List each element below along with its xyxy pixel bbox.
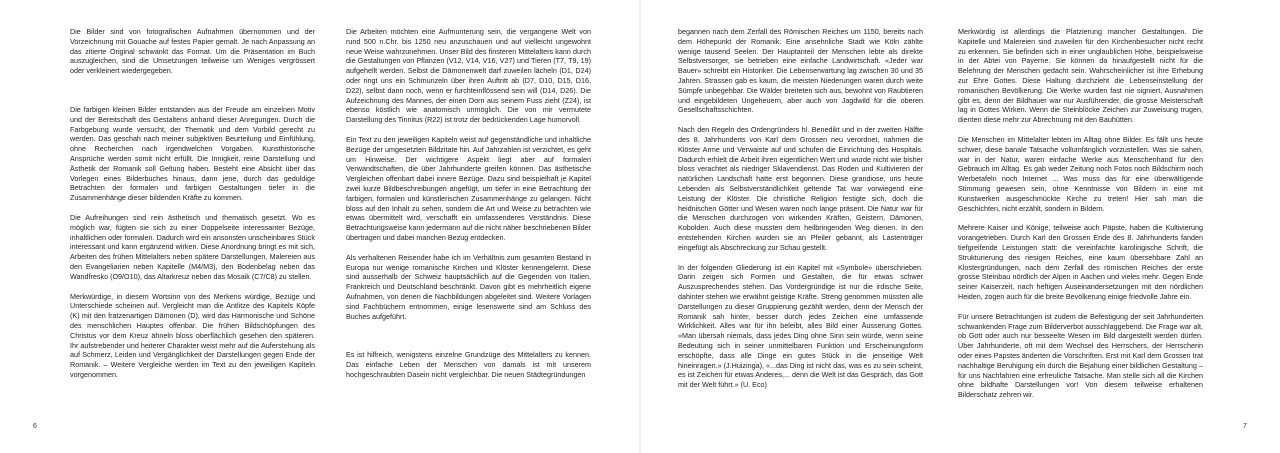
paragraph: Die Arbeiten möchten eine Aufmunterung sein, die vergangene Welt von rund 500 n.Chr. bis 1250 neu anzuschauen und auf vielleicht ungewohnt neue Weise wahrzunehmen. Unser Bild des finsteren Mittelalters kann durch die Gestaltungen von Pflanzen (V12, V14, V16, V27) und Tieren (T7, T9, 19) aufgehellt werden. Selbst die Dämonenwelt darf zuweilen lächeln (D1, D24) oder ringt uns ein Schmunzeln über ihren Auftritt ab (D7, D10, D15, D16, D22), selbst dann noch, wenn er furchteinflössend sein will (D14, D26). Die Aufzeichnung des Mannes, der einen Dorn aus seinem Fuss zieht (Z24), ist ebenso köstlich wie anatomisch unmöglich. Die von mir vermutete Darstellung des Tinnitus (R22) ist trotz der bedrückenden Lage humorvoll. (346, 27, 591, 125)
page-gutter (639, 0, 641, 453)
page-number-right: 7 (1243, 423, 1247, 430)
paragraph: Die Menschen im Mittelalter lebten im Alltag ohne Bilder. Es fällt uns heute schwer, diese banale Tatsache vollumfänglich vorzustellen. Was sie sahen, war in der Natur, waren einfache Werke aus Menschenhand für den Gebrauch im Alltag. Es gab weder Zeitung noch Fotos noch Bildschirm noch Werbetafeln noch Internet ... Was muss das für eine überwältigende Stimmung gewesen sein, ohne Kenntnisse von Bildern in eine mit Kunstwerken ausgeschmückte Kirche zu treten! Hier sah man die Geschichten, nicht erzählt, sondern in Bildern. (958, 134, 1203, 213)
paragraph: Für unsere Betrachtungen ist zudem die Befestigung der seit Jahrhunderten schwankenden Frage zum Bilderverbot ausschlaggebend. Die Frage war alt, ob Gott oder auch nur besseelte Wesen im Bild dargestellt werden dürfen. Über Jahrhunderte, oft mit dem Wechsel des Herrschers, der Herrscherin oder eines Papstes änderten die Vorschriften. Erst mit Karl dem Grossen trat nachhaltige Beruhigung ein durch die Bejahung einer bildlichen Gestaltung – für uns Nachfahren eine erfreuliche Tatsache. Man stelle sich all die Kirchen ohne bildhafte Darstellungen vor! Von diesem teilweise erhaltenen Bilderschatz zehren wir. (958, 311, 1203, 400)
paragraph: Es ist hilfreich, wenigstens einzelne Grundzüge des Mittelalters zu kennen. Das einfache Leben der Menschen von damals ist mit unserem hochgeschraubten Dasein nicht vergleichbar. Die neuen Städtegründungen (346, 350, 591, 379)
paragraph: In der folgenden Gliederung ist ein Kapitel mit «Symbole» überschrieben. Darin zeigen sich Formen und Gestalten, die für etwas schwer Auszusprechendes stehen. Das Vordergründige ist nur die irdische Seite, dahinter stehen wie erwähnt geistige Kräfte. Streng genommen müssten alle Darstellungen zu dieser Gruppierung gezählt werden, denn der Mensch der Romanik sah hinter, besser durch jedes Zeichen eine umfassende Wirklichkeit. Alles war für ihn beleibt, alles Bild einer Äusserung Gottes. «Man übersah niemals, dass jedes Ding ohne Sinn sein würde, wenn seine Bedeutung sich in seiner unmittelbaren Funktion und Erscheinungsform erschöpfte, dass alle Dinge ein gutes Stück in die jenseitige Welt hineinragen.» (J.Huizinga), «...das Ding ist nicht das, was es zu sein scheint, es ist Zeichen für etwas Anderes,... denn die Welt ist das Gespräch, das Gott mit der Welt führt.» (U. Eco) (678, 262, 923, 390)
paragraph: Die Bilder sind von fotografischen Aufnahmen übernommen und der Vorzeichnung mit Gouache auf festes Papier gemalt. Je nach Anpassung an das zitierte Original schwankt das Format. Um die Präsentation im Buch auszugleichen, sind die Umsetzungen teilweise um Weniges vergrössert oder verkleinert wiedergegeben. (70, 27, 315, 76)
paragraph: Die farbigen kleinen Bilder entstanden aus der Freude am einzelnen Motiv und der Bereitschaft des Gestaltens anhand dieser Anregungen. Durch die Farbgebung wurde versucht, der Thematik und dem Vorbild gerecht zu werden. Das geschah nach meiner subjektiven Beurteilung und Einfühlung, ohne Recherchen nach irgendwelchen Vorgaben. Kunsthistorische Ansprüche werden somit nicht erfüllt. Die Innigkeit, reine Darstellung und Ästhetik der Romanik soll Geltung haben. Besteht eine Absicht über das Vorlegen eines Bilderbuches hinaus, dann jene, durch das geduldige Betrachten der formalen und farbigen Gestaltungen tiefer in die Zusammenhänge dieser bildenden Kräfte zu kommen. (70, 104, 315, 203)
paragraph: Als verhaltenen Reisender habe ich im Verhältnis zum gesamten Bestand in Europa nur wenige romanische Kirchen und Klöster kennengelernt. Diese sind ausserhalb der Schweiz hauptsächlich auf die Gegenden von Italien, Frankreich und Deutschland beschränkt. Davon gibt es mehrheitlich eigene Aufnahmen, von denen die Nachbildungen abgeleitet sind. Weitere Vorlagen sind Fachbüchern entnommen, einige lesenswerte sind am Schluss des Buches aufgeführt. (346, 252, 591, 321)
paragraph: Ein Text zu den jeweiligen Kapiteln weist auf gegenständliche und inhaltliche Bezüge der umgesetzten Bildzitate hin. Auf Jahrzahlen ist verzichtet, es geht um Hinweise. Der wichtigere Aspekt liegt aber auf formalen Verwandtschaften, die über Jahrhunderte greifen können. Das ästhetische Vergleichen offenbart dabei innere Bezüge. Dazu sind beispielhaft je Kapitel zwei kurze Bildbeschreibungen angefügt, um tiefer in eine Betrachtung der farbigen, formalen und künstlerischen Zusammenhänge zu gelangen. Nicht bloss auf den Inhalt zu sehen, sondern die Art und Weise zu betrachten wie etwas übermittelt wird, verschafft ein umfassenderes Verständnis. Diese Betrachtungsweise kann jedermann auf die nicht näher beschriebenen Bilder übertragen und dabei manchen Bezug entdecken. (346, 134, 591, 242)
page-number-left: 6 (33, 423, 37, 430)
paragraph: Die Aufreihungen sind rein ästhetisch und thematisch gesetzt. Wo es möglich war, fügten sie sich zu einer Doppelseite interessanter Bezüge, inhaltlichen oder formalen. Dadurch wird ein ansonsten unscheinbares Stück interessant und kann ergänzend wirken. Diese Anordnung bringt es mit sich, Arbeiten des frühen Mittelalters neben spätere Darstellungen, Malereien aus den Evangeliarien neben Kapitelle (M4/M3), den Bodenbelag neben das Wandfresko (O9/O10), das Altarkreuz neben das Mosaik (C7/C8) zu stellen. (70, 212, 315, 281)
paragraph: Nach den Regeln des Ordengründers hl. Benedikt und in der zweiten Hälfte des 8. Jahrhunderts von Karl dem Grossen neu verordnet, nahmen die Klöster Arme und Verwaiste auf und schufen die Einrichtung des Hospitals. Dadurch erhielt die Arbeit ihren eigentlichen Wert und wurde nicht wie bisher bloss verachtet als niedriger Sklavendienst. Das Roden und Kultivieren der natürlichen Landschaft hatte erst begonnen. Diese grandiose, uns heute Lebenden als Selbstverständlichkeit geltende Tat war vorwiegend eine Leistung der Klöster. Die christliche Religion festigte sich, doch die heidnischen Götter und Wesen waren noch lange präsent. Die Natur war für die Menschen durchzogen von wirkenden Kräften, Geistern, Dämonen, Kobolden. Auch diese mussten dem heilbringenden Weg dienen. In den entstehenden Kirchen wurden sie an Pfeiler gebannt, als Lastenträger eingefügt als Abschreckung zur Schau gestellt. (678, 125, 923, 252)
right-page-column-2 (958, 27, 1203, 400)
right-page-column-1 (678, 27, 923, 390)
paragraph: Merkwürdige, in diesem Wortsinn von des Merkens würdige, Bezüge und Unterschiede scheinen auf. Vergleicht man die Antlitze des Kapitels Köpfe (K) mit den fratzenartigen Dämonen (D), wird das Harmonische und Schöne des menschlichen Hauptes offenbar. Die frühen Bildschöpfungen des Christus vor dem Kreuz ähneln bloss oberflächlich gesehen den späteren. Ihr aufstrebender und heiterer Charakter weist mehr auf die Auferstehung als auf Schmerz, Leiden und Vergänglichkeit der Darstellungen gegen Ende der Romanik. – Weitere Vergleiche werden im Text zu den jeweiligen Kapiteln vorgenommen. (70, 291, 315, 379)
paragraph: begannen nach dem Zerfall des Römischen Reiches um 1150, bereits nach dem Höhepunkt der Romanik. Eine ansehnliche Stadt wie Köln zählte wenige tausend Seelen. Der Hauptanteil der Menschen lebte als direkte Selbstversorger, sie betrieben eine einfache Landwirtschaft. «Jeder war Bauer» schreibt ein Historiker. Die Lebenserwartung lag zwischen 30 und 35 Jahren. Strassen gab es kaum, die meisten Niederungen waren durch weite Sümpfe unbegehbar. Die Wälder breiteten sich aus, bewohnt von Raubtieren und eingebildeten Ungeheuern, aber auch von Jagdwild für die oberen Gesellschaftsschichten. (678, 27, 923, 115)
paragraph: Merkwürdig ist allerdings die Platzierung mancher Gestaltungen. Die Kapitelle und Malereien sind zuweilen für den Kirchenbesucher nicht recht zu erkennen. Sie befinden sich in einer unglaublichen Höhe, beispielsweise in der Abtei von Payerne. Sie können da hinaufgestellt nicht für die Belehrung der Menschen gedacht sein. Wahrscheinlicher ist ihre Erhebung zur Ehre Gottes. Diese Haltung durchzieht die Lebenseinstellung der romanischen Bevölkerung. Die Werke wurden fast nie signiert, Ausnahmen gibt es, denn der Bildhauer war nur Ausführender, die grosse Meisterschaft lag in Gottes Wirken. Wenn die Steinblöcke Zeichen zur Zuweisung trugen, dienten diese mehr zur Abrechnung mit den Bauhütten. (958, 27, 1203, 125)
left-page-column-2 (346, 27, 591, 380)
paragraph: Mehrere Kaiser und Könige, teilweise auch Päpste, haben die Kultivierung vorangetrieben. Durch Karl den Grossen Ende des 8. Jahrhunderts fanden tiefgreifende Leistungen statt: die vereinfachte karolingische Schrift, die Strukturierung des riesigen Reiches, eine kaum übersehbare Zahl an Klostergründungen, nach dem Zerfall des römischen Reiches der erste grosse Steinbau nördlich der Alpen in Aachen und vieles mehr. Gegen Ende seiner Kaiserzeit, nach heftigen Auseinandersetzungen mit den nördlichen Heiden, zogen auch für die breite Bevölkerung einige friedvolle Jahre ein. (958, 223, 1203, 301)
left-page-column-1 (70, 27, 315, 380)
